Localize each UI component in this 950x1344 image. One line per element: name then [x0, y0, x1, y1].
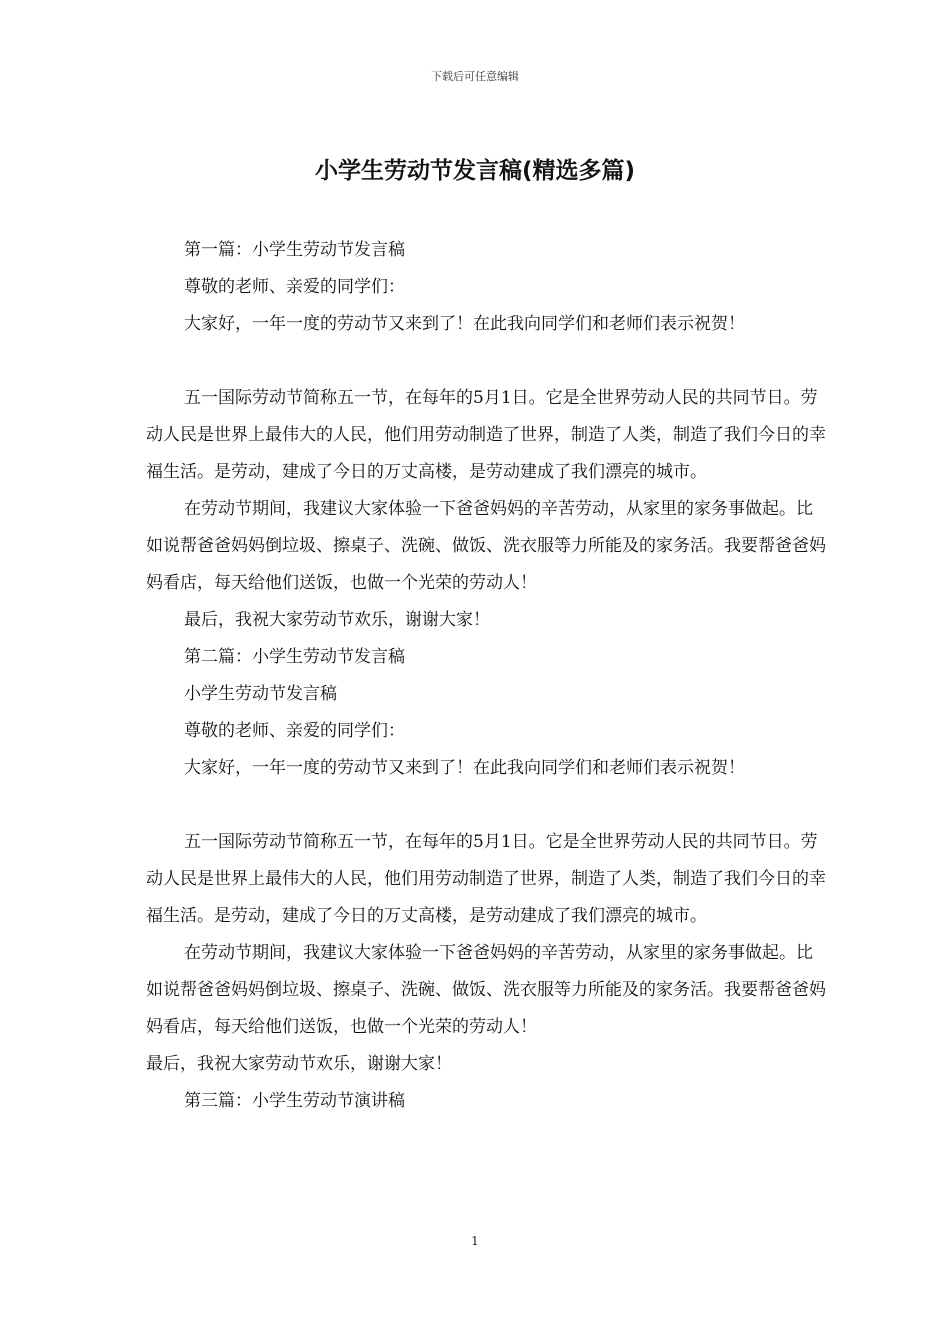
subtitle: 小学生劳动节发言稿	[184, 684, 337, 704]
greeting-paragraph: 大家好，一年一度的劳动节又来到了！在此我向同学们和老师们表示祝贺！	[184, 758, 745, 778]
body-paragraph: 五一国际劳动节简称五一节，在每年的5月1日。它是全世界劳动人民的共同节日。劳动人民是世界上最伟大的人民，他们用劳动制造了世界，制造了人类，制造了我们今日的幸福生活。是劳动，建成了今日的万丈高楼，是劳动建成了我们漂亮的城市。	[146, 832, 826, 926]
page-header: 下载后可任意编辑	[431, 70, 519, 83]
closing-paragraph: 最后，我祝大家劳动节欢乐，谢谢大家！	[146, 1054, 452, 1074]
document-body	[146, 232, 826, 1120]
salutation: 尊敬的老师、亲爱的同学们：	[184, 277, 405, 297]
body-paragraph: 五一国际劳动节简称五一节，在每年的5月1日。它是全世界劳动人民的共同节日。劳动人民是世界上最伟大的人民，他们用劳动制造了世界，制造了人类，制造了我们今日的幸福生活。是劳动，建成了今日的万丈高楼，是劳动建成了我们漂亮的城市。	[146, 388, 826, 482]
section-heading: 第一篇：小学生劳动节发言稿	[184, 240, 405, 260]
blank-line	[146, 343, 826, 380]
page-number: 1	[471, 1234, 479, 1248]
greeting-paragraph: 大家好，一年一度的劳动节又来到了！在此我向同学们和老师们表示祝贺！	[184, 314, 745, 334]
closing-paragraph: 最后，我祝大家劳动节欢乐，谢谢大家！	[184, 610, 490, 630]
document-title: 小学生劳动节发言稿(精选多篇)	[314, 158, 636, 184]
body-paragraph: 在劳动节期间，我建议大家体验一下爸爸妈妈的辛苦劳动，从家里的家务事做起。比如说帮爸爸妈妈倒垃圾、擦桌子、洗碗、做饭、洗衣服等力所能及的家务活。我要帮爸爸妈妈看店，每天给他们送饭，也做一个光荣的劳动人！	[146, 943, 826, 1037]
blank-line	[146, 787, 826, 824]
salutation: 尊敬的老师、亲爱的同学们：	[184, 721, 405, 741]
body-paragraph: 在劳动节期间，我建议大家体验一下爸爸妈妈的辛苦劳动，从家里的家务事做起。比如说帮爸爸妈妈倒垃圾、擦桌子、洗碗、做饭、洗衣服等力所能及的家务活。我要帮爸爸妈妈看店，每天给他们送饭，也做一个光荣的劳动人！	[146, 499, 826, 593]
section-heading: 第三篇：小学生劳动节演讲稿	[184, 1091, 405, 1111]
section-heading: 第二篇：小学生劳动节发言稿	[184, 647, 405, 667]
